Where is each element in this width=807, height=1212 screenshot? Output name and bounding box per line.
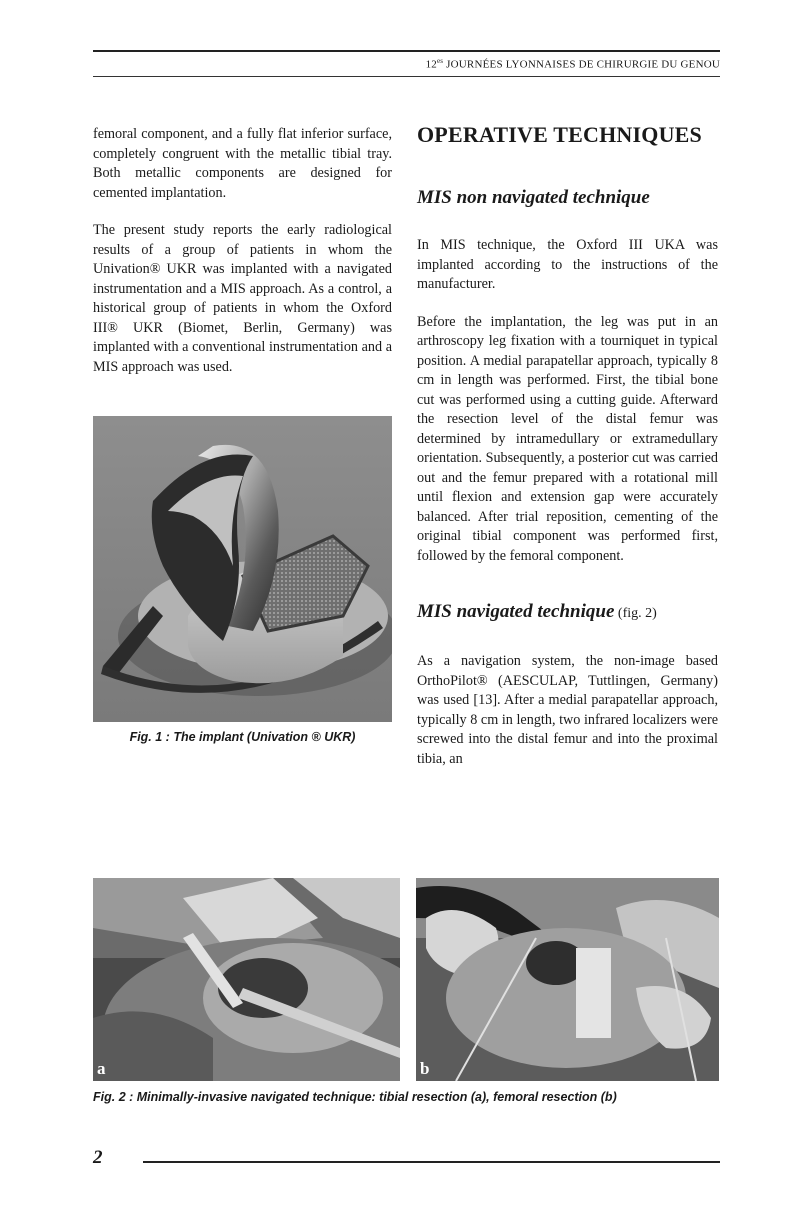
left-paragraph-1: femoral component, and a fully flat inferior surface, completely congruent with the metallic tibial tray. Both metallic components are designed for cemented implantation. [93, 126, 392, 201]
footer-rule [143, 1161, 720, 1163]
panel-label-b: b [420, 1059, 430, 1078]
right-paragraph-2: Before the implantation, the leg was put in an arthroscopy leg fixation with a tourniquet in typical position. A medial parapatellar approach, typically 8 cm in length was performed. First, the tibial bone cut was performed using a cutting guide. Afterward the resection level of the distal femur was determined by intramedullary or extramedullary orientation. Subsequently, a posterior cut was carried out and the femur prepared with a rotational mill until flexion and extension gap were accurately balanced. After trial reposition, cementing of the original tibial component was performed first, followed by the femoral component. [417, 313, 718, 564]
subsection-2-figure-reference: (fig. 2) [614, 606, 657, 621]
subsection-2-title-text: MIS navigated technique [417, 601, 615, 622]
panel-label-a: a [97, 1059, 106, 1078]
left-paragraph-2: The present study reports the early radiological results of a group of patients in whom the Univation® UKR was implanted with a navigated instrumentation and a MIS approach. As a control, a historical group of patients in whom the Oxford III® UKR (Biomet, Berlin, Germany) was implanted with a conventional instrumentation and a MIS approach was used. [93, 222, 392, 375]
right-paragraph-1: In MIS technique, the Oxford III UKA was implanted according to the instructions of the manufacturer. [417, 237, 718, 292]
left-column [93, 125, 392, 395]
running-header [93, 57, 720, 71]
section-title: OPERATIVE TECHNIQUES [417, 122, 702, 147]
running-header-title: JOURNÉES LYONNAISES DE CHIRURGIE DU GENOU [443, 58, 720, 71]
subsection-1-title: MIS non navigated technique [417, 187, 650, 208]
surgery-photo-b [416, 878, 719, 1081]
running-header-superscript: es [436, 57, 444, 65]
header-bottom-rule [93, 76, 720, 77]
figure-2-caption: Fig. 2 : Minimally-invasive navigated technique: tibial resection (a), femoral resection (b) [93, 1090, 617, 1104]
right-column [417, 122, 718, 787]
figure-2b-femoral-resection-photo [416, 878, 719, 1081]
figure-2a-tibial-resection-photo [93, 878, 400, 1081]
subsection-2-title [417, 600, 718, 626]
implant-illustration [93, 416, 392, 722]
header-top-rule [93, 50, 720, 52]
surgery-photo-a [93, 878, 400, 1081]
right-paragraph-3: As a navigation system, the non-image based OrthoPilot® (AESCULAP, Tuttlingen, Germany) was used [13]. After a medial parapatellar approach, typically 8 cm in length, two infrared localizers were screwed into the distal femur and into the proximal tibia, an [417, 653, 718, 767]
running-header-number: 12 [425, 58, 437, 71]
figure-1-caption: Fig. 1 : The implant (Univation ® UKR) [129, 730, 356, 744]
figure-1-implant-image [93, 416, 392, 722]
page-number: 2 [93, 1147, 103, 1168]
